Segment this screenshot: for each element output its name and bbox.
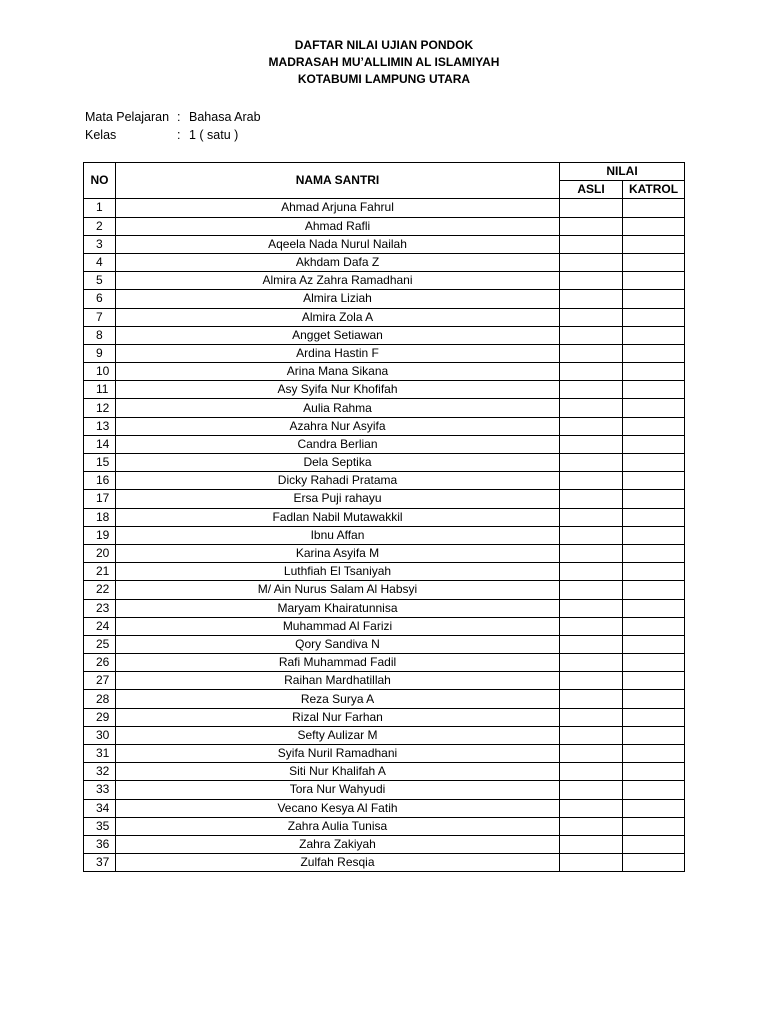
row-number: 15: [84, 454, 116, 472]
row-number: 2: [84, 217, 116, 235]
grade-katrol-cell[interactable]: [623, 417, 685, 435]
row-number: 20: [84, 544, 116, 562]
grade-asli-cell[interactable]: [560, 726, 623, 744]
grade-katrol-cell[interactable]: [623, 563, 685, 581]
student-name: Ardina Hastin F: [116, 344, 560, 362]
grade-asli-cell[interactable]: [560, 472, 623, 490]
row-number: 26: [84, 654, 116, 672]
grade-katrol-cell[interactable]: [623, 399, 685, 417]
row-number: 16: [84, 472, 116, 490]
grade-asli-cell[interactable]: [560, 508, 623, 526]
grade-asli-cell[interactable]: [560, 526, 623, 544]
grade-katrol-cell[interactable]: [623, 308, 685, 326]
table-row: [84, 235, 685, 253]
row-number: 31: [84, 745, 116, 763]
row-number: 17: [84, 490, 116, 508]
table-row: [84, 417, 685, 435]
student-name: Akhdam Dafa Z: [116, 253, 560, 271]
grade-katrol-cell[interactable]: [623, 617, 685, 635]
table-row: [84, 781, 685, 799]
grade-asli-cell[interactable]: [560, 854, 623, 872]
grade-katrol-cell[interactable]: [623, 854, 685, 872]
title-line-3: KOTABUMI LAMPUNG UTARA: [297, 72, 471, 86]
grade-asli-cell[interactable]: [560, 326, 623, 344]
grade-asli-cell[interactable]: [560, 435, 623, 453]
grade-asli-cell[interactable]: [560, 635, 623, 653]
table-row: [84, 290, 685, 308]
row-number: 18: [84, 508, 116, 526]
table-row: [84, 472, 685, 490]
table-row: [84, 599, 685, 617]
row-number: 7: [84, 308, 116, 326]
student-name: Maryam Khairatunnisa: [116, 599, 560, 617]
grade-katrol-cell[interactable]: [623, 326, 685, 344]
grade-katrol-cell[interactable]: [623, 544, 685, 562]
grade-asli-cell[interactable]: [560, 763, 623, 781]
student-name: Sefty Aulizar M: [116, 726, 560, 744]
student-name: Fadlan Nabil Mutawakkil: [116, 508, 560, 526]
table-row: [84, 217, 685, 235]
student-name: Asy Syifa Nur Khofifah: [116, 381, 560, 399]
student-name: Karina Asyifa M: [116, 544, 560, 562]
header-name: NAMA SANTRI: [116, 163, 560, 199]
grade-katrol-cell[interactable]: [623, 381, 685, 399]
row-number: 24: [84, 617, 116, 635]
student-name: Raihan Mardhatillah: [116, 672, 560, 690]
student-name: Tora Nur Wahyudi: [116, 781, 560, 799]
grade-katrol-cell[interactable]: [623, 817, 685, 835]
student-name: Ahmad Rafli: [116, 217, 560, 235]
grade-katrol-cell[interactable]: [623, 253, 685, 271]
grade-asli-cell[interactable]: [560, 399, 623, 417]
table-row: [84, 817, 685, 835]
document-meta: [85, 108, 261, 144]
student-name: Candra Berlian: [116, 435, 560, 453]
grade-katrol-cell[interactable]: [623, 635, 685, 653]
grade-katrol-cell[interactable]: [623, 708, 685, 726]
document-title: [0, 37, 768, 88]
table-row: [84, 581, 685, 599]
grade-asli-cell[interactable]: [560, 363, 623, 381]
grade-asli-cell[interactable]: [560, 654, 623, 672]
title-line-1: DAFTAR NILAI UJIAN PONDOK: [294, 38, 474, 52]
grade-katrol-cell[interactable]: [623, 363, 685, 381]
table-row: [84, 835, 685, 853]
grade-asli-cell[interactable]: [560, 563, 623, 581]
row-number: 8: [84, 326, 116, 344]
grade-katrol-cell[interactable]: [623, 454, 685, 472]
header-katrol: KATROL: [623, 181, 685, 199]
grade-asli-cell[interactable]: [560, 308, 623, 326]
title-line-2: MADRASAH MU’ALLIMIN AL ISLAMIYAH: [268, 55, 500, 69]
grade-katrol-cell[interactable]: [623, 581, 685, 599]
row-number: 6: [84, 290, 116, 308]
student-name: Vecano Kesya Al Fatih: [116, 799, 560, 817]
table-row: [84, 454, 685, 472]
grade-katrol-cell[interactable]: [623, 290, 685, 308]
grade-katrol-cell[interactable]: [623, 344, 685, 362]
row-number: 37: [84, 854, 116, 872]
grade-asli-cell[interactable]: [560, 272, 623, 290]
grade-asli-cell[interactable]: [560, 235, 623, 253]
table-row: [84, 490, 685, 508]
header-no: NO: [84, 163, 116, 199]
student-name: Aulia Rahma: [116, 399, 560, 417]
grade-katrol-cell[interactable]: [623, 526, 685, 544]
student-name: Reza Surya A: [116, 690, 560, 708]
grade-asli-cell[interactable]: [560, 599, 623, 617]
grade-katrol-cell[interactable]: [623, 835, 685, 853]
table-row: [84, 708, 685, 726]
row-number: 14: [84, 435, 116, 453]
row-number: 28: [84, 690, 116, 708]
row-number: 27: [84, 672, 116, 690]
student-name: Siti Nur Khalifah A: [116, 763, 560, 781]
grade-asli-cell[interactable]: [560, 290, 623, 308]
grade-asli-cell[interactable]: [560, 253, 623, 271]
row-number: 22: [84, 581, 116, 599]
student-name: Ibnu Affan: [116, 526, 560, 544]
grade-katrol-cell[interactable]: [623, 435, 685, 453]
table-row: [84, 363, 685, 381]
grade-asli-cell[interactable]: [560, 708, 623, 726]
grade-asli-cell[interactable]: [560, 799, 623, 817]
row-number: 19: [84, 526, 116, 544]
student-name: Azahra Nur Asyifa: [116, 417, 560, 435]
table-row: [84, 199, 685, 217]
class-value: 1 ( satu ): [189, 128, 239, 142]
row-number: 29: [84, 708, 116, 726]
grade-asli-cell[interactable]: [560, 835, 623, 853]
row-number: 30: [84, 726, 116, 744]
row-number: 23: [84, 599, 116, 617]
table-row: [84, 272, 685, 290]
grade-katrol-cell[interactable]: [623, 472, 685, 490]
grade-katrol-cell[interactable]: [623, 672, 685, 690]
grade-asli-cell[interactable]: [560, 745, 623, 763]
student-name: Almira Liziah: [116, 290, 560, 308]
student-name: Almira Az Zahra Ramadhani: [116, 272, 560, 290]
table-row: [84, 253, 685, 271]
grade-asli-cell[interactable]: [560, 199, 623, 217]
grade-asli-cell[interactable]: [560, 344, 623, 362]
table-row: [84, 799, 685, 817]
student-name: Angget Setiawan: [116, 326, 560, 344]
class-row: [85, 126, 261, 144]
row-number: 1: [84, 199, 116, 217]
student-name: Rizal Nur Farhan: [116, 708, 560, 726]
student-name: Qory Sandiva N: [116, 635, 560, 653]
student-name: Dela Septika: [116, 454, 560, 472]
table-row: [84, 617, 685, 635]
row-number: 21: [84, 563, 116, 581]
row-number: 25: [84, 635, 116, 653]
row-number: 35: [84, 817, 116, 835]
student-name: Aqeela Nada Nurul Nailah: [116, 235, 560, 253]
grade-asli-cell[interactable]: [560, 217, 623, 235]
grade-katrol-cell[interactable]: [623, 599, 685, 617]
student-name: Dicky Rahadi Pratama: [116, 472, 560, 490]
table-row: [84, 672, 685, 690]
grade-asli-cell[interactable]: [560, 417, 623, 435]
subject-label: Mata Pelajaran: [85, 110, 170, 124]
grade-katrol-cell[interactable]: [623, 199, 685, 217]
student-name: Ahmad Arjuna Fahrul: [116, 199, 560, 217]
grade-katrol-cell[interactable]: [623, 508, 685, 526]
student-name: Rafi Muhammad Fadil: [116, 654, 560, 672]
grade-asli-cell[interactable]: [560, 617, 623, 635]
row-number: 33: [84, 781, 116, 799]
grades-table: [83, 162, 685, 872]
table-row: [84, 326, 685, 344]
student-name: Zahra Aulia Tunisa: [116, 817, 560, 835]
table-row: [84, 508, 685, 526]
table-row: [84, 435, 685, 453]
header-asli: ASLI: [560, 181, 623, 199]
grade-asli-cell[interactable]: [560, 690, 623, 708]
class-label: Kelas: [85, 128, 117, 142]
table-row: [84, 726, 685, 744]
table-row: [84, 563, 685, 581]
row-number: 12: [84, 399, 116, 417]
student-name: Syifa Nuril Ramadhani: [116, 745, 560, 763]
grade-katrol-cell[interactable]: [623, 745, 685, 763]
grade-asli-cell[interactable]: [560, 544, 623, 562]
table-row: [84, 763, 685, 781]
grade-katrol-cell[interactable]: [623, 763, 685, 781]
student-name: Zahra Zakiyah: [116, 835, 560, 853]
grade-asli-cell[interactable]: [560, 581, 623, 599]
row-number: 5: [84, 272, 116, 290]
class-colon: :: [177, 128, 181, 142]
header-nilai: NILAI: [560, 163, 685, 181]
grade-asli-cell[interactable]: [560, 672, 623, 690]
subject-colon: :: [177, 110, 181, 124]
table-row: [84, 308, 685, 326]
table-row: [84, 635, 685, 653]
grade-katrol-cell[interactable]: [623, 654, 685, 672]
table-row: [84, 381, 685, 399]
grade-asli-cell[interactable]: [560, 817, 623, 835]
row-number: 11: [84, 381, 116, 399]
row-number: 3: [84, 235, 116, 253]
row-number: 36: [84, 835, 116, 853]
table-row: [84, 690, 685, 708]
student-name: Almira Zola A: [116, 308, 560, 326]
student-name: Arina Mana Sikana: [116, 363, 560, 381]
row-number: 4: [84, 253, 116, 271]
grade-katrol-cell[interactable]: [623, 272, 685, 290]
row-number: 9: [84, 344, 116, 362]
grade-katrol-cell[interactable]: [623, 235, 685, 253]
grade-katrol-cell[interactable]: [623, 781, 685, 799]
subject-value: Bahasa Arab: [189, 110, 261, 124]
grade-katrol-cell[interactable]: [623, 726, 685, 744]
student-name: Ersa Puji rahayu: [116, 490, 560, 508]
row-number: 13: [84, 417, 116, 435]
grade-asli-cell[interactable]: [560, 490, 623, 508]
table-row: [84, 854, 685, 872]
student-name: Zulfah Resqia: [116, 854, 560, 872]
student-name: M/ Ain Nurus Salam Al Habsyi: [116, 581, 560, 599]
table-row: [84, 526, 685, 544]
row-number: 32: [84, 763, 116, 781]
table-row: [84, 745, 685, 763]
grade-asli-cell[interactable]: [560, 454, 623, 472]
grade-katrol-cell[interactable]: [623, 799, 685, 817]
table-row: [84, 399, 685, 417]
table-body: [84, 199, 685, 872]
row-number: 34: [84, 799, 116, 817]
grade-katrol-cell[interactable]: [623, 690, 685, 708]
table-row: [84, 654, 685, 672]
student-name: Luthfiah El Tsaniyah: [116, 563, 560, 581]
table-row: [84, 344, 685, 362]
grade-asli-cell[interactable]: [560, 381, 623, 399]
grade-katrol-cell[interactable]: [623, 217, 685, 235]
grade-katrol-cell[interactable]: [623, 490, 685, 508]
table-row: [84, 544, 685, 562]
grade-asli-cell[interactable]: [560, 781, 623, 799]
row-number: 10: [84, 363, 116, 381]
subject-row: [85, 108, 261, 126]
student-name: Muhammad Al Farizi: [116, 617, 560, 635]
